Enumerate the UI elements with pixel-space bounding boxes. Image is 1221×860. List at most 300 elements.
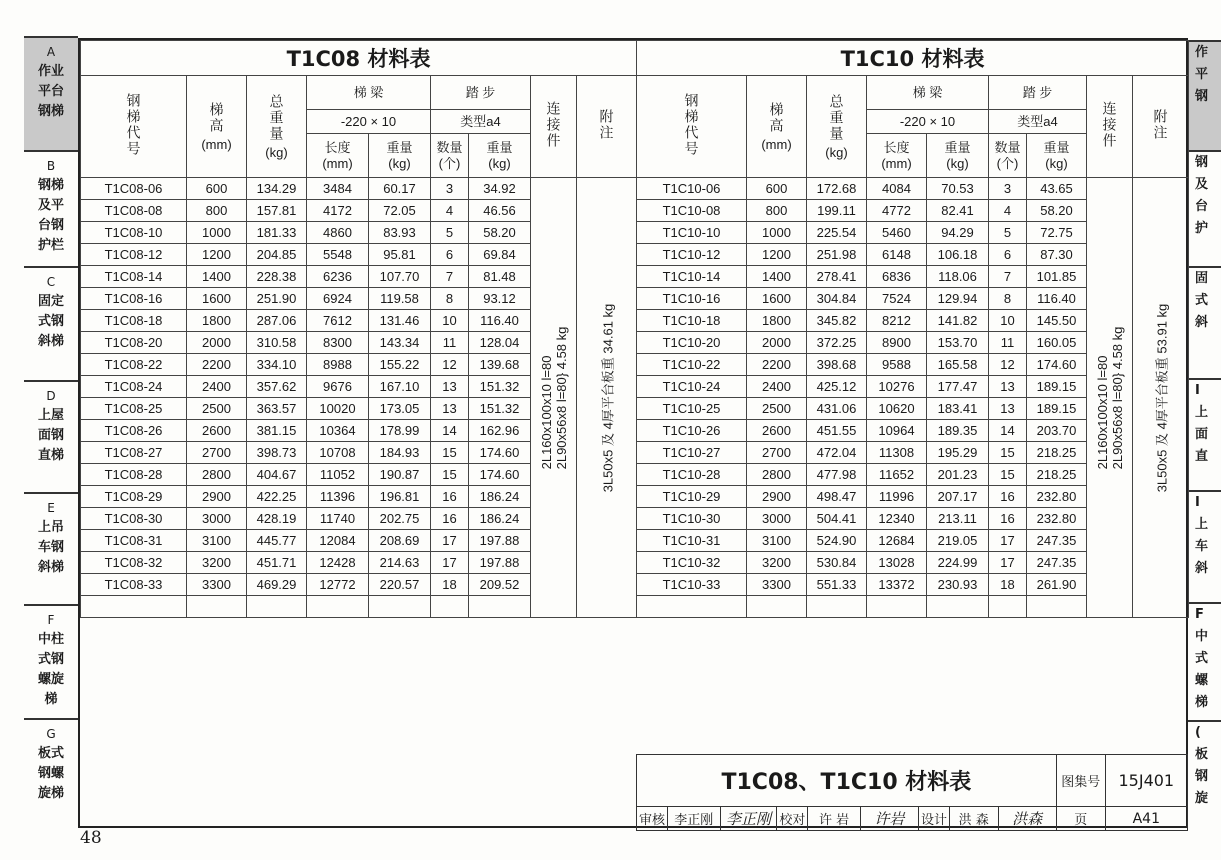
cell-beam-weight: 177.47 (927, 376, 989, 398)
cell-height: 2000 (747, 332, 807, 354)
cell-length: 6148 (867, 244, 927, 266)
cell-length: 8212 (867, 310, 927, 332)
cell-length: 6236 (307, 266, 369, 288)
index-tab-label: 上吊 车钢 斜梯 (37, 520, 64, 575)
cell-total-weight: 204.85 (247, 244, 307, 266)
cell-code: T1C10-32 (637, 552, 747, 574)
index-tab-letter: C (46, 275, 56, 289)
col-header-height-unit: (mm) (761, 136, 792, 152)
col-header-beam: 梯 梁 (867, 76, 989, 110)
cell-length: 4172 (307, 200, 369, 222)
cell-step-count: 15 (431, 464, 469, 486)
cell-height: 1600 (187, 288, 247, 310)
cell-length: 7612 (307, 310, 369, 332)
index-tab-label: 板式 钢螺 旋梯 (37, 746, 64, 801)
connector-line-1: 2L160x100x10 l=80 (1094, 355, 1110, 469)
cell-step-weight: 34.92 (469, 178, 531, 200)
cell-code: T1C10-18 (637, 310, 747, 332)
cell-total-weight: 287.06 (247, 310, 307, 332)
cell-step-weight: 151.32 (469, 398, 531, 420)
cell-step-count: 17 (431, 552, 469, 574)
cell-total-weight: 157.81 (247, 200, 307, 222)
cell-code: T1C10-24 (637, 376, 747, 398)
cell-height: 1800 (747, 310, 807, 332)
col-header-total-weight (247, 76, 307, 178)
cell-step-weight: 139.68 (469, 354, 531, 376)
index-tab-f[interactable] (24, 604, 78, 718)
col-header-step: 踏 步 (989, 76, 1087, 110)
cell-step-count: 4 (431, 200, 469, 222)
right-index-tab[interactable]: 固 式 斜 (1187, 266, 1221, 378)
atlas-number: 15J401 (1105, 755, 1187, 807)
cell-height: 3300 (187, 574, 247, 596)
material-table-t1c10 (636, 40, 1189, 618)
cell-step-count: 11 (989, 332, 1027, 354)
right-index-tab[interactable]: I 上 面 直 (1187, 378, 1221, 490)
cell-code: T1C08-32 (81, 552, 187, 574)
cell-step-weight: 197.88 (469, 552, 531, 574)
cell-height: 600 (747, 178, 807, 200)
cell-step-count: 14 (989, 420, 1027, 442)
reviewer-name: 李正刚 (667, 807, 720, 831)
col-header-unit: (个) (438, 155, 461, 171)
cell-beam-weight: 196.81 (369, 486, 431, 508)
cell-beam-weight: 118.06 (927, 266, 989, 288)
cell-step-weight: 203.70 (1027, 420, 1087, 442)
cell-height: 3200 (747, 552, 807, 574)
cell-code: T1C10-25 (637, 398, 747, 420)
cell-total-weight: 551.33 (807, 574, 867, 596)
cell-step-weight: 81.48 (469, 266, 531, 288)
cell-total-weight: 477.98 (807, 464, 867, 486)
cell-length: 12684 (867, 530, 927, 552)
cell-code: T1C08-08 (81, 200, 187, 222)
cell-length: 8300 (307, 332, 369, 354)
cell-total-weight: 372.25 (807, 332, 867, 354)
col-header-height-unit: (mm) (201, 136, 232, 152)
col-header-unit: (个) (996, 155, 1019, 171)
col-header-label: 重量 (1043, 139, 1070, 155)
cell-beam-weight: 95.81 (369, 244, 431, 266)
cell-code: T1C10-16 (637, 288, 747, 310)
connector-line-1: 2L160x100x10 l=80 (538, 355, 554, 469)
cell-step-count: 10 (431, 310, 469, 332)
cell-code: T1C10-26 (637, 420, 747, 442)
cell-step-weight: 232.80 (1027, 486, 1087, 508)
cell-step-count: 14 (431, 420, 469, 442)
cell-code: T1C08-29 (81, 486, 187, 508)
cell-length: 10276 (867, 376, 927, 398)
beam-spec: -220 × 10 (307, 110, 431, 134)
cell-step-weight: 189.15 (1027, 376, 1087, 398)
col-header-count (431, 134, 469, 178)
cell-code: T1C08-28 (81, 464, 187, 486)
cell-beam-weight: 202.75 (369, 508, 431, 530)
cell-step-weight: 101.85 (1027, 266, 1087, 288)
cell-code: T1C10-08 (637, 200, 747, 222)
cell-total-weight: 451.55 (807, 420, 867, 442)
cell-length: 11652 (867, 464, 927, 486)
empty-cell (867, 596, 927, 618)
col-header-length (307, 134, 369, 178)
cell-length: 12084 (307, 530, 369, 552)
cell-code: T1C10-29 (637, 486, 747, 508)
index-tab-letter: E (47, 501, 55, 515)
col-header-remarks-text: 附注 (598, 109, 615, 141)
cell-step-weight: 186.24 (469, 508, 531, 530)
cell-length: 4084 (867, 178, 927, 200)
col-header-connector-text: 连接件 (1101, 101, 1118, 149)
cell-step-weight: 189.15 (1027, 398, 1087, 420)
cell-step-weight: 93.12 (469, 288, 531, 310)
cell-beam-weight: 82.41 (927, 200, 989, 222)
cell-step-weight: 43.65 (1027, 178, 1087, 200)
col-header-code-text: 钢梯代号 (683, 93, 700, 157)
step-type: 类型a4 (989, 110, 1087, 134)
cell-total-weight: 251.98 (807, 244, 867, 266)
cell-code: T1C08-31 (81, 530, 187, 552)
beam-spec: -220 × 10 (867, 110, 989, 134)
cell-step-count: 8 (989, 288, 1027, 310)
cell-step-weight: 261.90 (1027, 574, 1087, 596)
cell-height: 2400 (747, 376, 807, 398)
col-header-unit: (kg) (946, 155, 969, 171)
cell-total-weight: 199.11 (807, 200, 867, 222)
right-index-tab[interactable]: I 上 车 斜 (1187, 490, 1221, 602)
cell-step-weight: 58.20 (1027, 200, 1087, 222)
col-header-height-text: 梯高 (768, 101, 785, 134)
cell-height: 2800 (187, 464, 247, 486)
cell-length: 13372 (867, 574, 927, 596)
cell-total-weight: 172.68 (807, 178, 867, 200)
connector-spec (539, 326, 569, 469)
col-header-total-weight-unit: (kg) (825, 144, 848, 160)
cell-total-weight: 357.62 (247, 376, 307, 398)
empty-cell (989, 596, 1027, 618)
index-tab-label: 上屋 面钢 直梯 (37, 408, 64, 463)
cell-beam-weight: 107.70 (369, 266, 431, 288)
cell-length: 3484 (307, 178, 369, 200)
col-header-total-weight-text: 总重量 (268, 93, 285, 142)
cell-height: 1000 (747, 222, 807, 244)
connector-spec (1095, 326, 1125, 469)
right-index-tab[interactable]: 作 平 钢 (1187, 40, 1221, 150)
cell-step-weight: 116.40 (1027, 288, 1087, 310)
col-header-total-weight-unit: (kg) (265, 144, 288, 160)
cell-height: 2900 (187, 486, 247, 508)
cell-total-weight: 304.84 (807, 288, 867, 310)
cell-step-count: 13 (431, 398, 469, 420)
cell-step-count: 16 (431, 508, 469, 530)
table-row (81, 178, 637, 200)
index-tab-letter: F (47, 613, 55, 627)
cell-height: 2600 (187, 420, 247, 442)
index-tab-a[interactable] (24, 36, 78, 150)
cell-length: 11996 (867, 486, 927, 508)
cell-total-weight: 334.10 (247, 354, 307, 376)
cell-height: 2000 (187, 332, 247, 354)
connector-cell (1087, 178, 1133, 618)
cell-length: 10708 (307, 442, 369, 464)
left-index-tabs (24, 36, 78, 824)
page-number: 48 (80, 828, 102, 848)
cell-step-weight: 160.05 (1027, 332, 1087, 354)
empty-cell (747, 596, 807, 618)
cell-height: 2700 (747, 442, 807, 464)
cell-height: 2200 (187, 354, 247, 376)
remarks-cell (577, 178, 637, 618)
cell-total-weight: 469.29 (247, 574, 307, 596)
col-header-count (989, 134, 1027, 178)
drawing-title: T1C08、T1C10 材料表 (637, 755, 1057, 807)
cell-total-weight: 134.29 (247, 178, 307, 200)
col-header-beam: 梯 梁 (307, 76, 431, 110)
cell-step-count: 18 (431, 574, 469, 596)
cell-step-count: 4 (989, 200, 1027, 222)
cell-length: 5460 (867, 222, 927, 244)
cell-height: 3200 (187, 552, 247, 574)
col-header-unit: (mm) (881, 155, 912, 171)
cell-total-weight: 445.77 (247, 530, 307, 552)
index-tab-letter: G (46, 727, 56, 741)
remarks-cell (1133, 178, 1189, 618)
right-index-tabs (1187, 40, 1221, 824)
cell-beam-weight: 214.63 (369, 552, 431, 574)
index-tab-letter: A (46, 45, 56, 59)
cell-length: 8988 (307, 354, 369, 376)
cell-step-weight: 58.20 (469, 222, 531, 244)
cell-length: 10364 (307, 420, 369, 442)
cell-beam-weight: 155.22 (369, 354, 431, 376)
check-label: 校对 (777, 807, 808, 831)
cell-total-weight: 530.84 (807, 552, 867, 574)
right-index-tab[interactable]: 钢 及 台 护 (1187, 150, 1221, 266)
cell-total-weight: 310.58 (247, 332, 307, 354)
cell-beam-weight: 167.10 (369, 376, 431, 398)
cell-total-weight: 451.71 (247, 552, 307, 574)
cell-height: 3300 (747, 574, 807, 596)
cell-total-weight: 398.68 (807, 354, 867, 376)
cell-beam-weight: 230.93 (927, 574, 989, 596)
cell-total-weight: 425.12 (807, 376, 867, 398)
col-header-unit: (mm) (322, 155, 353, 171)
connector-line-2: 2L90x56x8 l=80 (1109, 376, 1125, 469)
cell-step-count: 11 (431, 332, 469, 354)
col-header-height (747, 76, 807, 178)
empty-cell (1027, 596, 1087, 618)
cell-step-count: 18 (989, 574, 1027, 596)
col-header-label: 长度 (324, 139, 351, 155)
cell-length: 12428 (307, 552, 369, 574)
cell-beam-weight: 178.99 (369, 420, 431, 442)
cell-height: 1400 (187, 266, 247, 288)
table-title: T1C10 材料表 (637, 41, 1189, 76)
cell-step-weight: 247.35 (1027, 530, 1087, 552)
cell-height: 2500 (747, 398, 807, 420)
cell-height: 2200 (747, 354, 807, 376)
col-header-remarks (577, 76, 637, 178)
cell-code: T1C08-33 (81, 574, 187, 596)
cell-code: T1C08-22 (81, 354, 187, 376)
empty-cell (469, 596, 531, 618)
cell-step-count: 12 (431, 354, 469, 376)
cell-step-count: 10 (989, 310, 1027, 332)
cell-step-weight: 46.56 (469, 200, 531, 222)
col-header-remarks (1133, 76, 1189, 178)
col-header-unit: (kg) (488, 155, 511, 171)
cell-step-weight: 87.30 (1027, 244, 1087, 266)
index-tab-letter: B (46, 159, 56, 173)
cell-length: 6836 (867, 266, 927, 288)
right-index-tab[interactable]: F 中 式 螺 梯 (1187, 602, 1221, 720)
cell-length: 11308 (867, 442, 927, 464)
cell-step-count: 16 (989, 508, 1027, 530)
cell-code: T1C10-33 (637, 574, 747, 596)
page-label: 页 (1056, 807, 1105, 831)
cell-step-count: 13 (989, 398, 1027, 420)
cell-total-weight: 524.90 (807, 530, 867, 552)
cell-height: 1200 (747, 244, 807, 266)
cell-beam-weight: 220.57 (369, 574, 431, 596)
cell-code: T1C08-20 (81, 332, 187, 354)
designer-signature: 洪森 (998, 807, 1056, 831)
cell-code: T1C10-10 (637, 222, 747, 244)
cell-step-weight: 174.60 (469, 442, 531, 464)
empty-cell (187, 596, 247, 618)
connector-line-2: 2L90x56x8 l=80 (553, 376, 569, 469)
cell-code: T1C10-20 (637, 332, 747, 354)
table-row (637, 178, 1189, 200)
cell-height: 2800 (747, 464, 807, 486)
remarks-text: 3L50x5 及 4厚平台板重 53.91 kg (1154, 303, 1170, 492)
cell-step-count: 15 (989, 442, 1027, 464)
cell-height: 1600 (747, 288, 807, 310)
cell-code: T1C10-14 (637, 266, 747, 288)
cell-length: 7524 (867, 288, 927, 310)
cell-step-count: 6 (431, 244, 469, 266)
cell-step-weight: 145.50 (1027, 310, 1087, 332)
cell-step-count: 13 (431, 376, 469, 398)
col-header-label: 重量 (944, 139, 971, 155)
cell-code: T1C08-06 (81, 178, 187, 200)
cell-step-count: 3 (989, 178, 1027, 200)
col-header-connector (531, 76, 577, 178)
col-header-label: 重量 (486, 139, 513, 155)
cell-beam-weight: 153.70 (927, 332, 989, 354)
cell-step-count: 7 (431, 266, 469, 288)
cell-code: T1C08-26 (81, 420, 187, 442)
col-header-connector-text: 连接件 (545, 101, 562, 149)
cell-step-count: 12 (989, 354, 1027, 376)
cell-code: T1C10-27 (637, 442, 747, 464)
col-header-weight (469, 134, 531, 178)
col-header-connector (1087, 76, 1133, 178)
cell-beam-weight: 190.87 (369, 464, 431, 486)
cell-step-weight: 174.60 (1027, 354, 1087, 376)
col-header-step: 踏 步 (431, 76, 531, 110)
cell-beam-weight: 183.41 (927, 398, 989, 420)
connector-weight: } 4.58 kg (553, 326, 569, 377)
material-table-t1c08 (80, 40, 637, 618)
col-header-height (187, 76, 247, 178)
cell-step-count: 17 (989, 530, 1027, 552)
cell-total-weight: 504.41 (807, 508, 867, 530)
cell-total-weight: 278.41 (807, 266, 867, 288)
cell-total-weight: 251.90 (247, 288, 307, 310)
cell-step-weight: 116.40 (469, 310, 531, 332)
index-tab-e[interactable] (24, 492, 78, 604)
cell-code: T1C10-22 (637, 354, 747, 376)
cell-step-count: 3 (431, 178, 469, 200)
cell-length: 6924 (307, 288, 369, 310)
cell-total-weight: 498.47 (807, 486, 867, 508)
cell-code: T1C08-18 (81, 310, 187, 332)
cell-code: T1C08-27 (81, 442, 187, 464)
cell-total-weight: 363.57 (247, 398, 307, 420)
col-header-unit: (kg) (388, 155, 411, 171)
cell-beam-weight: 83.93 (369, 222, 431, 244)
empty-cell (637, 596, 747, 618)
page-code: A41 (1105, 807, 1187, 831)
cell-beam-weight: 60.17 (369, 178, 431, 200)
empty-cell (81, 596, 187, 618)
cell-length: 11052 (307, 464, 369, 486)
cell-length: 13028 (867, 552, 927, 574)
right-index-tab[interactable]: ( 板 钢 旋 (1187, 720, 1221, 824)
design-label: 设计 (919, 807, 950, 831)
cell-height: 600 (187, 178, 247, 200)
cell-height: 2700 (187, 442, 247, 464)
cell-total-weight: 428.19 (247, 508, 307, 530)
cell-step-weight: 218.25 (1027, 442, 1087, 464)
cell-beam-weight: 213.11 (927, 508, 989, 530)
cell-code: T1C08-16 (81, 288, 187, 310)
cell-length: 4772 (867, 200, 927, 222)
index-tab-d[interactable] (24, 380, 78, 492)
review-label: 审核 (637, 807, 668, 831)
cell-height: 3100 (187, 530, 247, 552)
cell-beam-weight: 131.46 (369, 310, 431, 332)
cell-step-weight: 151.32 (469, 376, 531, 398)
cell-length: 12772 (307, 574, 369, 596)
cell-total-weight: 422.25 (247, 486, 307, 508)
cell-total-weight: 228.38 (247, 266, 307, 288)
cell-step-weight: 218.25 (1027, 464, 1087, 486)
col-header-code (81, 76, 187, 178)
step-type: 类型a4 (431, 110, 531, 134)
index-tab-g[interactable] (24, 718, 78, 824)
cell-height: 3000 (747, 508, 807, 530)
index-tab-c[interactable] (24, 266, 78, 380)
cell-step-count: 5 (431, 222, 469, 244)
cell-height: 2500 (187, 398, 247, 420)
atlas-label: 图集号 (1056, 755, 1105, 807)
cell-code: T1C08-10 (81, 222, 187, 244)
cell-beam-weight: 184.93 (369, 442, 431, 464)
cell-total-weight: 381.15 (247, 420, 307, 442)
checker-name: 许 岩 (808, 807, 860, 831)
cell-beam-weight: 224.99 (927, 552, 989, 574)
cell-total-weight: 225.54 (807, 222, 867, 244)
cell-total-weight: 431.06 (807, 398, 867, 420)
col-header-unit: (kg) (1045, 155, 1068, 171)
cell-beam-weight: 94.29 (927, 222, 989, 244)
cell-beam-weight: 70.53 (927, 178, 989, 200)
cell-code: T1C10-30 (637, 508, 747, 530)
header-row (81, 76, 637, 110)
index-tab-b[interactable] (24, 150, 78, 266)
cell-step-count: 16 (989, 486, 1027, 508)
